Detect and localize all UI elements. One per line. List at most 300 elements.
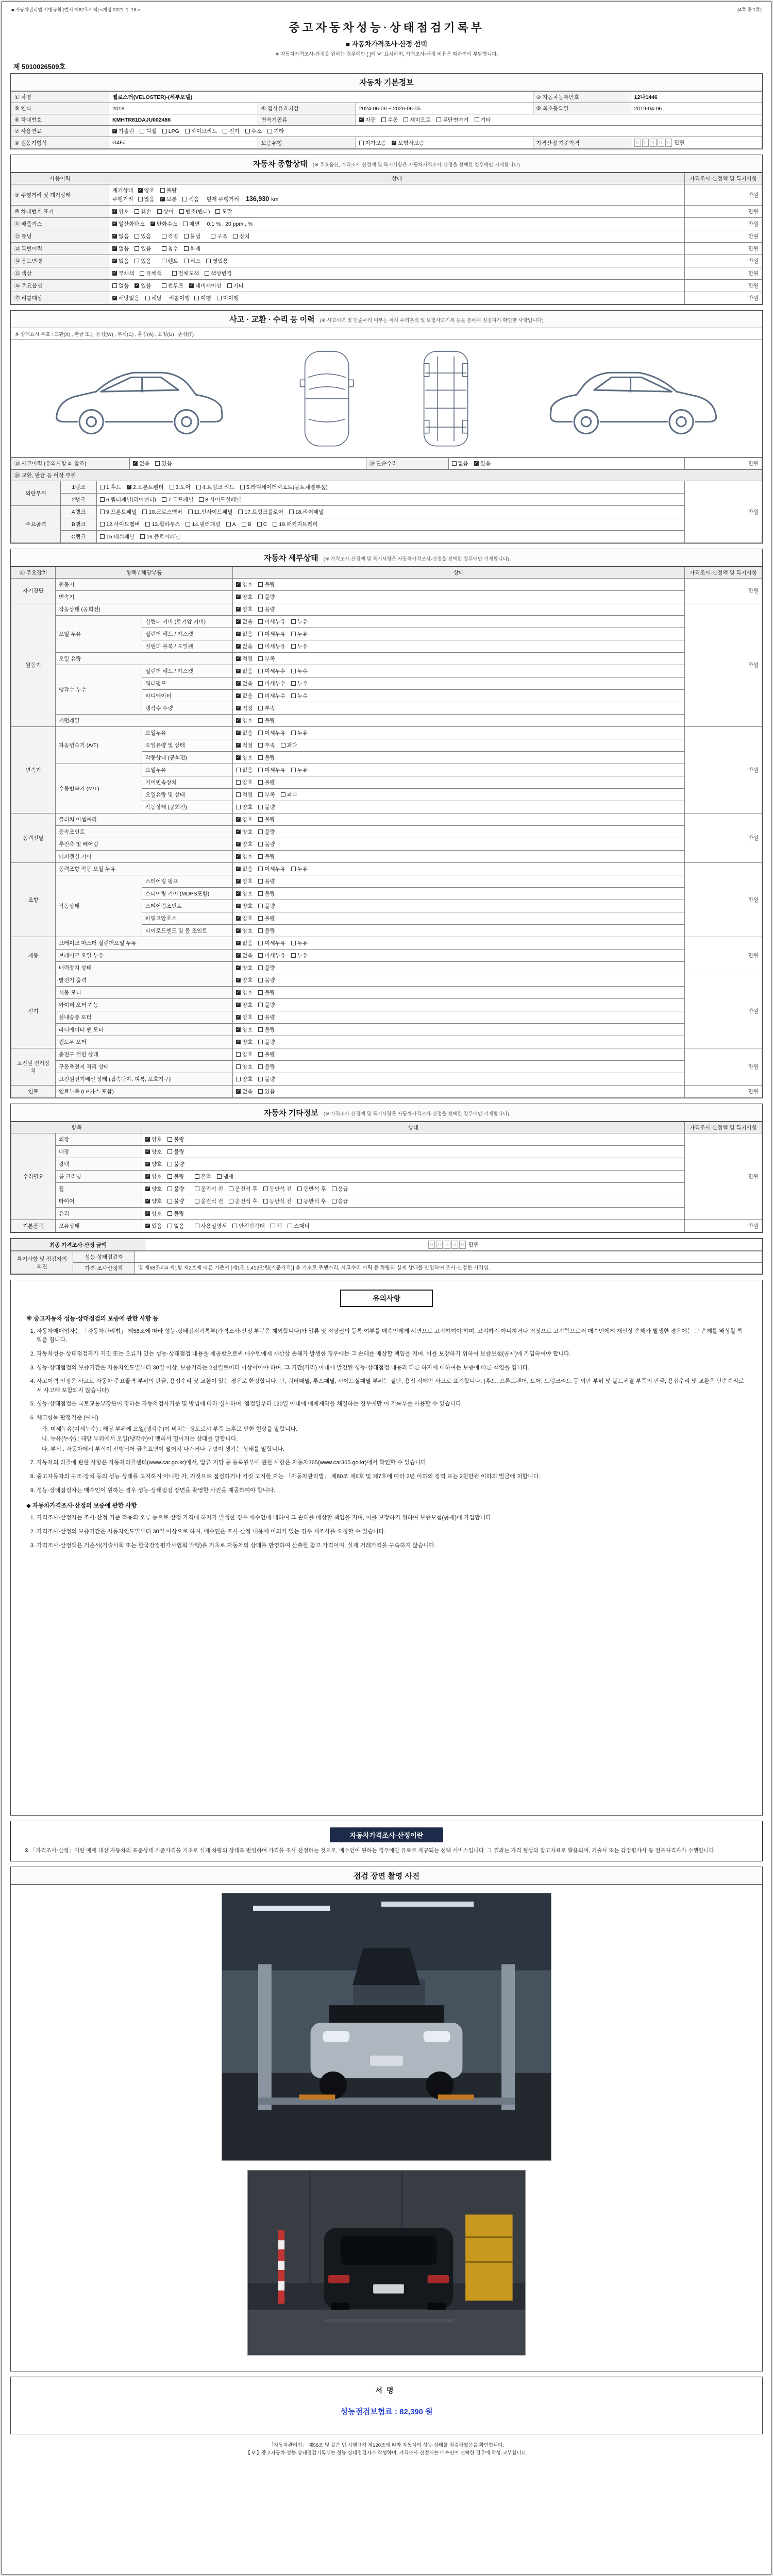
checkbox-option[interactable] [142,508,182,516]
checkbox-option[interactable] [189,282,222,290]
checkbox-option[interactable] [140,269,161,277]
checkbox-option[interactable] [167,1210,184,1217]
checkbox-option[interactable] [258,1050,275,1058]
simple-repair-label: ⑲ 단순수리 [366,458,448,469]
warranty-label: 보증유형 [258,137,356,149]
checkbox-option[interactable] [138,195,155,203]
checkbox-option[interactable] [236,964,253,972]
checkbox-icon [258,780,263,785]
checkbox-checked-icon [236,941,241,945]
checkbox-icon [236,768,241,772]
checkbox-label: 양호 [242,817,253,823]
checkbox-option[interactable] [155,460,172,467]
checkbox-option[interactable] [258,692,285,700]
checkbox-option[interactable] [145,1185,162,1193]
checkbox-option[interactable] [112,208,129,215]
checkbox-checked-icon [236,1027,241,1032]
table-row [11,1146,762,1158]
checkbox-option[interactable] [157,208,174,215]
checkbox-option[interactable] [211,232,227,240]
checkbox-icon [195,1224,199,1228]
checkbox-option[interactable] [227,282,244,290]
checkbox-option[interactable] [236,581,253,588]
checkbox-option[interactable] [258,828,275,836]
checkbox-label: 양호 [242,1076,253,1082]
price-survey-select[interactable]: ■ 자동차가격조사·산정 선택 [346,40,427,48]
status-line [236,728,681,737]
checkbox-option[interactable] [184,257,200,265]
checkbox-option[interactable] [263,1185,292,1193]
checkbox-label: 불량 [264,1039,275,1045]
checkbox-option[interactable] [236,1063,253,1071]
checkbox-option[interactable] [112,220,145,228]
checkbox-option[interactable] [291,952,308,959]
checkbox-option[interactable] [236,853,253,860]
checkbox-option[interactable] [138,187,155,194]
checkbox-option[interactable] [194,294,211,302]
checkbox-option[interactable] [236,927,253,935]
checkbox-option[interactable] [404,116,431,124]
checkbox-label: 양호 [242,829,253,835]
checkbox-option[interactable] [195,1222,227,1230]
checkbox-icon [258,595,263,599]
section-final-price [10,1238,763,1275]
checkbox-option[interactable] [232,1222,265,1230]
checkbox-option[interactable] [291,939,308,947]
checkbox-option[interactable] [236,741,253,749]
checkbox-option[interactable] [359,139,386,147]
checkbox-option[interactable] [229,1185,258,1193]
checkbox-label: 누유 [297,953,308,959]
price-digit-box: 0 [451,1241,458,1249]
checkbox-option[interactable] [236,1050,253,1058]
checkbox-label: 세미오토 [410,117,431,123]
checkbox-option[interactable] [392,139,424,147]
checkbox-option[interactable] [258,890,275,897]
checkbox-option[interactable] [381,116,398,124]
checkbox-label: 미세누유 [264,619,285,625]
checkbox-option[interactable] [100,533,135,540]
checkbox-option[interactable] [167,1136,184,1143]
price-cell [685,974,762,1048]
checkbox-option[interactable] [291,680,308,687]
checkbox-icon [217,1174,222,1179]
checkbox-option[interactable] [258,791,275,799]
checkbox-option[interactable] [258,593,275,601]
checkbox-option[interactable] [112,269,134,277]
checkbox-option[interactable] [233,232,249,240]
checkbox-option[interactable] [258,1001,275,1009]
checkbox-option[interactable] [150,220,178,228]
checkbox-option[interactable] [135,257,151,265]
checkbox-option[interactable] [100,496,156,503]
checkbox-label: 미세누유 [264,866,285,872]
checkbox-option[interactable] [258,865,285,873]
checkbox-option[interactable] [162,232,178,240]
checkbox-option[interactable] [258,717,275,724]
checkbox-option[interactable] [162,496,193,503]
checkbox-option[interactable] [258,1013,275,1021]
row-status [233,591,685,603]
checkbox-option[interactable] [236,791,253,799]
checkbox-option[interactable] [332,1197,348,1205]
section-overall-condition [10,155,763,305]
status-line [236,642,681,651]
checkbox-option[interactable] [475,116,491,124]
checkbox-option[interactable] [291,642,308,650]
checkbox-option[interactable] [236,1026,253,1033]
checkbox-option[interactable] [236,1038,253,1046]
checkbox-option[interactable] [236,754,253,761]
checkbox-option[interactable] [112,282,129,290]
checkbox-option[interactable] [196,483,234,491]
checkbox-option[interactable] [289,508,324,516]
checkbox-checked-icon [145,1137,150,1142]
rank-label: B랭크 [61,518,97,531]
checkbox-option[interactable] [258,778,275,786]
checkbox-option[interactable] [236,655,253,663]
checkbox-option[interactable] [160,187,177,194]
checkbox-option[interactable] [160,195,177,203]
checkbox-icon [258,953,263,958]
checkbox-option[interactable] [135,282,151,290]
price-cell [685,937,762,974]
checkbox-option[interactable] [127,483,163,491]
checkbox-icon [155,461,160,466]
checkbox-option[interactable] [258,766,285,774]
checkbox-option[interactable] [167,1197,184,1205]
row-status [142,1208,685,1220]
checkbox-option[interactable] [281,791,297,799]
checkbox-option[interactable] [236,1001,253,1009]
checkbox-option[interactable] [145,520,180,528]
checkbox-option[interactable] [258,914,275,922]
checkbox-option[interactable] [182,195,199,203]
checkbox-option[interactable] [135,245,151,252]
checkbox-option[interactable] [112,257,129,265]
checkbox-option[interactable] [167,1185,184,1193]
checkbox-option[interactable] [258,630,285,638]
notice-item: 2. 자동차성능·상태점검자가 거짓 또는 오류가 있는 성능·상태점검 내용을 제공함으로써 매수인에게 재산상 손해가 발생한 경우에는 그 손해를 배상할 책임을 지며, 이를 보장하기 위하여 보증보험(공제)에 가입하여야 합니다. [37,1350,747,1359]
checkbox-option[interactable] [226,521,236,528]
checkbox-option[interactable] [135,232,151,240]
checkbox-checked-icon [236,681,241,686]
checkbox-option[interactable] [162,257,178,265]
checkbox-option[interactable] [195,1173,211,1180]
checkbox-label: 냄새 [223,1174,234,1180]
checkbox-label: 자가보증 [365,140,386,146]
checkbox-icon [188,510,193,514]
checkbox-option[interactable] [258,927,275,935]
row-status [233,863,685,875]
checkbox-option[interactable] [236,877,253,885]
checkbox-option[interactable] [258,939,285,947]
checkbox-option[interactable] [184,232,200,240]
status-line [236,1050,681,1059]
checkbox-option[interactable] [258,704,275,712]
checkbox-option[interactable] [436,116,469,124]
checkbox-option[interactable] [258,853,275,860]
notice-item: 8. 중고자동차의 구조·장치 등의 성능·상태를 고지하지 아니한 자, 거짓으로 점검하거나 거짓 고지한 자는 「자동차관리법」 제80조 제6호 및 제7호에 따라 2년 이하의 징역 또는 2천만원 이하의 벌금에 처합니다. [37,1472,747,1482]
row-status [233,702,685,715]
checkbox-option[interactable] [236,704,253,712]
checkbox-option[interactable] [206,257,228,265]
checkbox-option[interactable] [186,520,220,528]
checkbox-label: 양호 [144,188,155,194]
checkbox-checked-icon [236,1089,241,1094]
checkbox-option[interactable] [258,964,275,972]
checkbox-option[interactable] [236,593,253,601]
checkbox-option[interactable] [236,642,253,650]
checkbox-option[interactable] [236,605,253,613]
checkbox-label: 부족 [264,705,275,711]
checkbox-option[interactable] [205,269,232,277]
checkbox-option[interactable] [258,976,275,984]
checkbox-option[interactable] [258,840,275,848]
checkbox-option[interactable] [145,294,162,302]
col-price: 가격조사·산정액 및 특기사항 [685,173,762,184]
checkbox-option[interactable] [474,460,491,467]
checkbox-option[interactable] [242,521,251,528]
checkbox-option[interactable] [112,245,129,252]
checkbox-label: 없음 [174,1223,184,1229]
checkbox-option[interactable] [100,520,140,528]
checkbox-option[interactable] [258,667,285,675]
checkbox-option[interactable] [140,127,156,135]
checkbox-option[interactable] [167,1148,184,1156]
checkbox-option[interactable] [112,232,129,240]
checkbox-option[interactable] [217,1173,233,1180]
accident-title: 사고 · 교환 · 수리 등 이력 [229,315,315,324]
checkbox-icon [182,197,187,201]
checkbox-option[interactable] [245,127,262,135]
checkbox-label: 부족 [264,656,275,662]
checkbox-option[interactable] [258,729,285,737]
checkbox-option[interactable] [258,902,275,910]
checkbox-option[interactable] [452,460,468,467]
checkbox-icon [229,1199,233,1204]
checkbox-icon [332,1187,337,1191]
checkbox-icon [135,209,139,214]
checkbox-label: 응급 [338,1186,348,1192]
checkbox-option[interactable] [258,803,275,811]
checkbox-option[interactable] [217,294,239,302]
checkbox-option[interactable] [291,766,308,774]
checkbox-option[interactable] [145,1160,162,1168]
checkbox-option[interactable] [291,630,308,638]
checkbox-option[interactable] [236,1075,253,1083]
checkbox-option[interactable] [223,127,239,135]
checkbox-option[interactable] [145,1136,162,1143]
checkbox-option[interactable] [236,630,253,638]
status-line [236,803,681,811]
table-row [11,506,762,518]
item-label: 동력조향 작동 오일 누유 [56,863,233,875]
checkbox-option[interactable] [188,508,233,516]
checkbox-option[interactable] [258,642,285,650]
checkbox-option[interactable] [258,989,275,996]
checkbox-option[interactable] [258,605,275,613]
checkbox-option[interactable] [257,521,267,528]
checkbox-option[interactable] [236,717,253,724]
checkbox-option[interactable] [332,1185,348,1193]
checkbox-option[interactable] [112,127,134,135]
checkbox-option[interactable] [236,729,253,737]
checkbox-option[interactable] [236,1088,253,1095]
checkbox-option[interactable] [236,816,253,823]
price-digit-box: 0 [459,1241,466,1249]
checkbox-option[interactable] [236,989,253,996]
checkbox-checked-icon [236,867,241,871]
checkbox-option[interactable] [258,581,275,588]
checkbox-option[interactable] [162,128,179,134]
checkbox-option[interactable] [215,208,232,215]
checkbox-option[interactable] [240,483,328,491]
price-cell [685,458,762,469]
checkbox-label: 양호 [152,1211,162,1217]
checkbox-option[interactable] [258,741,275,749]
checkbox-option[interactable] [162,245,178,252]
checkbox-option[interactable] [238,508,283,516]
checkbox-option[interactable] [288,1222,309,1230]
checkbox-option[interactable] [183,220,199,228]
checkbox-option[interactable] [170,483,191,491]
checkbox-option[interactable] [135,208,151,215]
checkbox-icon [258,607,263,612]
checkbox-option[interactable] [263,1197,292,1205]
checkbox-option[interactable] [145,1197,162,1205]
checkbox-option[interactable] [297,1197,326,1205]
price-unit: 만원 [748,246,759,252]
part-label: 워터펌프 [142,677,233,690]
opinion-label: 특기사항 및 점검자의 의견 [11,1251,73,1274]
row-label: ⑮ 색상 [11,267,109,280]
checkbox-option[interactable] [258,1026,275,1033]
checkbox-option[interactable] [236,766,253,774]
checkbox-label: 양호 [242,1039,253,1045]
checkbox-option[interactable] [258,877,275,885]
checkbox-option[interactable] [258,655,275,663]
checkbox-option[interactable] [167,1222,184,1230]
checkbox-option[interactable] [100,508,137,516]
checkbox-option[interactable] [258,1088,275,1095]
checkbox-option[interactable] [281,741,297,749]
engine-type-label: ⑧ 원동기형식 [11,137,109,149]
checkbox-option[interactable] [100,483,121,491]
checkbox-option[interactable] [167,1173,184,1180]
checkbox-option[interactable] [236,778,253,786]
table-row [11,1024,762,1036]
checkbox-option[interactable] [162,282,183,290]
checkbox-option[interactable] [172,269,199,277]
checkbox-option[interactable] [195,1185,224,1193]
checkbox-option[interactable] [236,618,253,625]
checkbox-option[interactable] [258,1063,275,1071]
checkbox-option[interactable] [267,127,284,135]
checkbox-option[interactable] [185,127,217,135]
checkbox-icon [258,755,263,760]
checkbox-option[interactable] [236,976,253,984]
checkbox-option[interactable] [258,680,285,687]
checkbox-label: 양호 [242,1027,253,1033]
checkbox-option[interactable] [359,116,376,124]
checkbox-option[interactable] [258,1075,275,1083]
row-status [233,579,685,591]
checkbox-option[interactable] [236,952,253,959]
accident-history-label: ⑱ 사고이력 (유의사항 4. 참조) [11,458,130,469]
checkbox-option[interactable] [184,245,200,252]
checkbox-option[interactable] [258,1038,275,1046]
checkbox-option[interactable] [236,667,253,675]
checkbox-option[interactable] [145,1173,162,1180]
table-row [11,206,762,218]
price-cell [685,863,762,937]
checkbox-option[interactable] [112,294,140,302]
notices-section2-title: ◆ 자동차가격조사·산정의 보증에 관한 사항 [26,1503,137,1510]
checkbox-option[interactable] [195,1197,224,1205]
checkbox-option[interactable] [291,618,308,625]
text [190,1186,192,1192]
checkbox-option[interactable] [273,520,317,528]
checkbox-option[interactable] [133,460,149,467]
checkbox-option[interactable] [291,667,308,675]
price-unit: 만원 [748,270,759,277]
checkbox-option[interactable] [236,828,253,836]
fuel-options [109,126,762,137]
checkbox-label: 양호 [242,779,253,786]
status-line [112,207,681,216]
checkbox-label: 있음 [141,258,152,264]
checkbox-option[interactable] [258,618,285,625]
checkbox-option[interactable] [145,1148,162,1156]
checkbox-option[interactable] [236,865,253,873]
checkbox-option[interactable] [271,1222,282,1230]
checkbox-option[interactable] [236,1013,253,1021]
checkbox-option[interactable] [291,865,308,873]
checkbox-label: 불량 [264,1064,275,1070]
checkbox-option[interactable] [236,680,253,687]
checkbox-option[interactable] [236,840,253,848]
checkbox-icon [258,842,263,846]
checkbox-option[interactable] [145,1210,162,1217]
table-row [11,1220,762,1232]
checkbox-option[interactable] [291,729,308,737]
checkbox-option[interactable] [236,902,253,910]
checkbox-option[interactable] [236,914,253,922]
checkbox-option[interactable] [291,692,308,700]
checkbox-option[interactable] [236,890,253,897]
checkbox-option[interactable] [140,533,180,540]
checkbox-option[interactable] [167,1160,184,1168]
row-label: ⑰ 리콜대상 [11,292,109,304]
checkbox-option[interactable] [236,939,253,947]
checkbox-option[interactable] [258,952,285,959]
checkbox-option[interactable] [236,803,253,811]
checkbox-option[interactable] [258,816,275,823]
checkbox-option[interactable] [199,496,241,503]
checkbox-label: 불량 [264,594,275,600]
checkbox-option[interactable] [145,1222,162,1230]
checkbox-icon [291,681,296,686]
table-header-row [11,567,762,579]
rank-label: A랭크 [61,506,97,518]
checkbox-option[interactable] [236,692,253,700]
checkbox-option[interactable] [258,754,275,761]
checkbox-option[interactable] [229,1197,258,1205]
checkbox-option[interactable] [297,1185,326,1193]
checkbox-option[interactable] [179,208,210,215]
checkbox-icon [195,1174,199,1179]
